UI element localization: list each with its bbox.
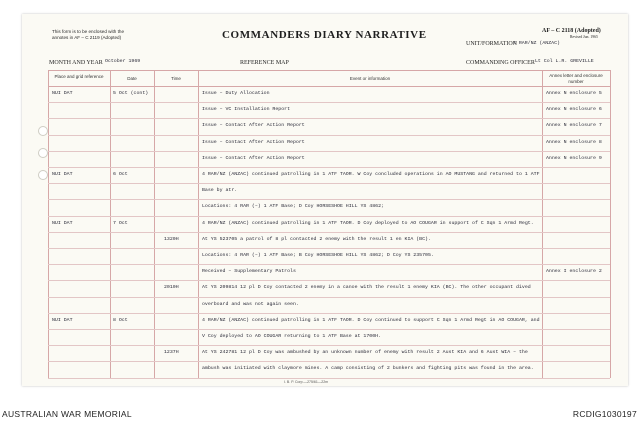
column-divider <box>542 70 543 378</box>
row-rule <box>48 102 610 103</box>
row-annex-cell: Annex N enclosure 9 <box>546 155 602 161</box>
row-rule <box>48 216 610 217</box>
row-rule <box>48 297 610 298</box>
row-event-cell: Locations: 4 RAR (–) 1 ATF Base; B Coy HORSESHOE HILL YS 4862; D Coy YS 235705. <box>202 253 434 258</box>
row-rule <box>48 264 610 265</box>
row-place-cell: NUI DAT <box>52 317 73 323</box>
column-divider <box>154 70 155 378</box>
row-annex-cell: Annex N enclosure 6 <box>546 107 602 113</box>
row-rule <box>48 151 610 152</box>
row-rule <box>48 361 610 362</box>
row-rule <box>48 118 610 119</box>
column-header-date: Date <box>127 76 137 81</box>
row-time-cell: 1237H <box>164 350 179 356</box>
row-rule <box>48 345 610 346</box>
header-bottom-border <box>48 86 610 87</box>
row-rule <box>48 232 610 233</box>
row-event-cell: 4 RAR/NZ (ANZAC) continued patrolling in 1 ATF TAOR. W Coy concluded operations in AO MUSTANG and returned to 1 ATF <box>202 172 540 177</box>
punch-hole <box>38 170 48 180</box>
month-year-value: October 1969 <box>105 59 141 64</box>
punch-hole <box>38 126 48 136</box>
row-annex-cell: Annex I enclosure 2 <box>546 269 602 275</box>
row-event-cell: Base by atr. <box>202 188 238 194</box>
column-divider <box>198 70 199 378</box>
row-event-cell: At YS 523705 a patrol of 8 pl contacted 2 enemy with the result 1 en KIA (BC). <box>202 236 431 242</box>
row-rule <box>48 313 610 314</box>
unit-value: 4 RAR/NZ (ANZAC) <box>513 41 560 46</box>
row-event-cell: 4 RAR/NZ (ANZAC) continued patrolling in 1 ATF TAOR. D Coy deployed to AO COUGAR in support of C Sqn 1 Armd Regt. <box>202 220 534 226</box>
row-rule <box>48 183 610 184</box>
column-header-event: Event or information <box>349 76 391 81</box>
row-rule <box>48 280 610 281</box>
column-header-time: Time <box>171 76 181 81</box>
row-event-cell: Issue – Contact After Action Report <box>202 139 305 145</box>
row-place-cell: NUI DAT <box>52 91 73 96</box>
commanding-officer-value: Lt Col L.R. GREVILLE <box>535 59 594 64</box>
row-event-cell: Locations: 4 RAR (–) 1 ATF Base; D Coy HORSESHOE HILL YS 4862; <box>202 204 384 210</box>
form-number: AF – C 2118 (Adopted) <box>542 28 601 34</box>
archive-name: AUSTRALIAN WAR MEMORIAL <box>2 409 132 419</box>
row-event-cell: Received – Supplementary Patrols <box>202 269 296 275</box>
row-place-cell: NUI DAT <box>52 172 73 177</box>
row-event-cell: ambush was initiated with claymore mines. A camp consisting of 2 bunkers and fighting pits was found in the area. <box>202 366 534 372</box>
column-divider <box>110 70 111 378</box>
row-rule <box>48 199 610 200</box>
printer-imprint: I. B. P. Corp.—275/61—22m <box>284 380 329 384</box>
column-header-place: Place and grid reference <box>54 74 104 79</box>
row-event-cell: V Coy deployed to AO COUGAR returning to 1 ATF Base at 1700H. <box>202 334 382 339</box>
row-annex-cell: Annex N enclosure 7 <box>546 123 602 129</box>
row-date-cell: 6 Oct <box>113 172 128 177</box>
row-annex-cell: Annex N enclosure 5 <box>546 91 602 96</box>
row-date-cell: 5 Oct (cont) <box>113 91 149 96</box>
notice-line: This form is to be enclosed with the <box>52 29 125 34</box>
row-annex-cell: Annex N enclosure 8 <box>546 139 602 145</box>
row-rule <box>48 167 610 168</box>
row-event-cell: Issue – Contact After Action Report <box>202 123 305 129</box>
notice-line: annotes in AF – C 2119 (Adopted) <box>52 35 122 40</box>
commanding-officer-label: COMMANDING OFFICER <box>466 60 535 66</box>
diary-page <box>22 14 628 386</box>
row-event-cell: At YS 242781 12 pl D Coy was ambushed by an unknown number of enemy with result 2 Aust KIA and 6 Aust WIA – the <box>202 350 528 356</box>
column-divider <box>48 70 49 378</box>
row-rule <box>48 135 610 136</box>
row-event-cell: At YS 209814 12 pl D Coy contacted 2 enemy in a canoe with the result 1 enemy KIA (BC). The other occupant dived <box>202 285 531 291</box>
form-revised: Revised Jun. 1965 <box>570 35 598 39</box>
row-place-cell: NUI DAT <box>52 220 73 226</box>
row-rule <box>48 378 610 379</box>
archive-reference: RCDIG1030197 <box>572 409 637 419</box>
row-event-cell: Issue – Contact After Action Report <box>202 155 305 161</box>
column-divider <box>610 70 611 378</box>
row-event-cell: Issue – VC Installation Report <box>202 107 291 113</box>
row-event-cell: 4 RAR/NZ (ANZAC) continued patrolling in 1 ATF TAOR. D Coy continued to support C Sqn 1 Armd Regt in AO COUGAR, and <box>202 317 540 323</box>
enclosure-notice <box>52 29 124 41</box>
month-year-label: MONTH AND YEAR <box>49 60 103 66</box>
page-title: COMMANDERS DIARY NARRATIVE <box>222 29 427 41</box>
table-top-border <box>48 70 610 71</box>
row-date-cell: 8 Oct <box>113 317 128 323</box>
unit-label: UNIT/FORMATION <box>466 41 517 47</box>
row-event-cell: Issue – Duty Allocation <box>202 91 270 96</box>
row-rule <box>48 248 610 249</box>
column-header-annex: Annex letter and enclosure number <box>549 73 603 84</box>
punch-hole <box>38 148 48 158</box>
row-time-cell: 2010H <box>164 285 179 291</box>
row-rule <box>48 329 610 330</box>
row-time-cell: 1320H <box>164 236 179 242</box>
row-event-cell: overboard and was not again seen. <box>202 301 299 307</box>
row-date-cell: 7 Oct <box>113 220 128 226</box>
reference-map-label: REFERENCE MAP <box>240 60 289 66</box>
